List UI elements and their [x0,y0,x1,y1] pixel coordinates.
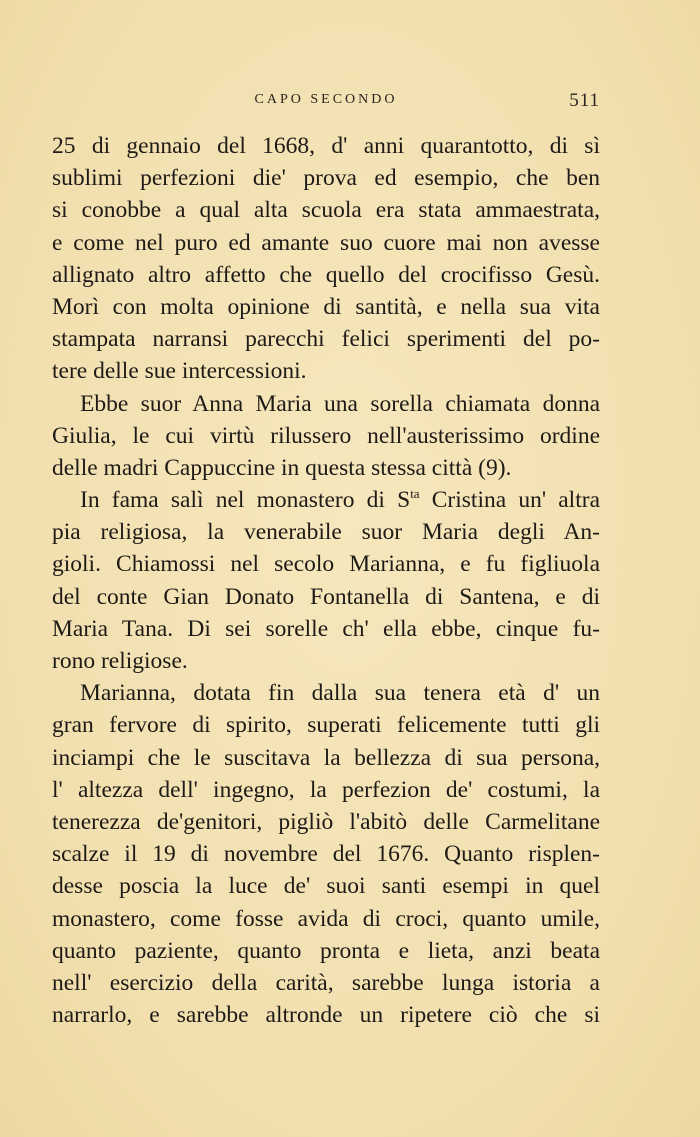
text-line: nell' esercizio della carità, sarebbe lunga istoria a [52,969,600,996]
text-line: allignato altro affetto che quello del crocifisso Gesù. [52,261,600,288]
paragraph [52,677,600,1031]
page-number: 511 [569,90,600,111]
text-line: tere delle sue intercessioni. [52,358,307,385]
text-line: desse poscia la luce de' suoi santi esempi in quel [52,873,600,900]
text-line: Marianna, dotata fin dalla sua tenera età d' un [80,680,600,707]
superscript-abbrev: ta [410,486,420,502]
text-line: narrarlo, e sarebbe altronde un ripetere ciò che si [52,1002,600,1029]
text-line: l' altezza dell' ingegno, la perfezion de' costumi, la [52,776,600,803]
text-line: sublimi perfezioni die' prova ed esempio, che ben [52,165,600,192]
text-line: tenerezza de'genitori, pigliò l'abitò delle Carmelitane [52,808,600,835]
text-line: quanto paziente, quanto pronta e lieta, anzi beata [52,937,600,964]
paragraph [52,484,600,677]
text-line [52,484,600,516]
running-head: CAPO SECONDO [254,92,398,107]
text-segment: In fama salì nel monastero di S [80,487,411,514]
text-line: del conte Gian Donato Fontanella di Santena, e di [52,583,600,610]
text-segment: Cristina un' altra [419,487,600,514]
paragraph-continuation [52,130,600,388]
page-header [52,90,600,116]
text-line: Ebbe suor Anna Maria una sorella chiamata donna [80,390,600,417]
text-line: Giulia, le cui virtù rilussero nell'austerissimo ordine [52,422,600,449]
text-line: Maria Tana. Di sei sorelle ch' ella ebbe, cinque fu- [52,615,600,642]
text-line: gioli. Chiamossi nel secolo Marianna, e fu figliuola [52,551,600,578]
text-line: gran fervore di spirito, superati felicemente tutti gli [52,712,600,739]
paragraph [52,388,600,485]
text-line: pia religiosa, la venerabile suor Maria degli An- [52,519,600,546]
text-line: e come nel puro ed amante suo cuore mai non avesse [52,229,600,256]
text-line: si conobbe a qual alta scuola era stata ammaestrata, [52,197,600,224]
body-text [52,130,600,1031]
text-line: Morì con molta opinione di santità, e nella sua vita [52,293,600,320]
text-line: rono religiose. [52,648,188,674]
text-line: scalze il 19 di novembre del 1676. Quanto risplen- [52,841,600,868]
text-line: 25 di gennaio del 1668, d' anni quarantotto, di sì [52,133,600,159]
text-line: inciampi che le suscitava la bellezza di sua persona, [52,744,600,771]
text-line: monastero, come fosse avida di croci, quanto umile, [52,905,600,932]
text-line: delle madri Cappuccine in questa stessa città (9). [52,454,512,481]
text-line: stampata narransi parecchi felici sperimenti del po- [52,326,600,353]
